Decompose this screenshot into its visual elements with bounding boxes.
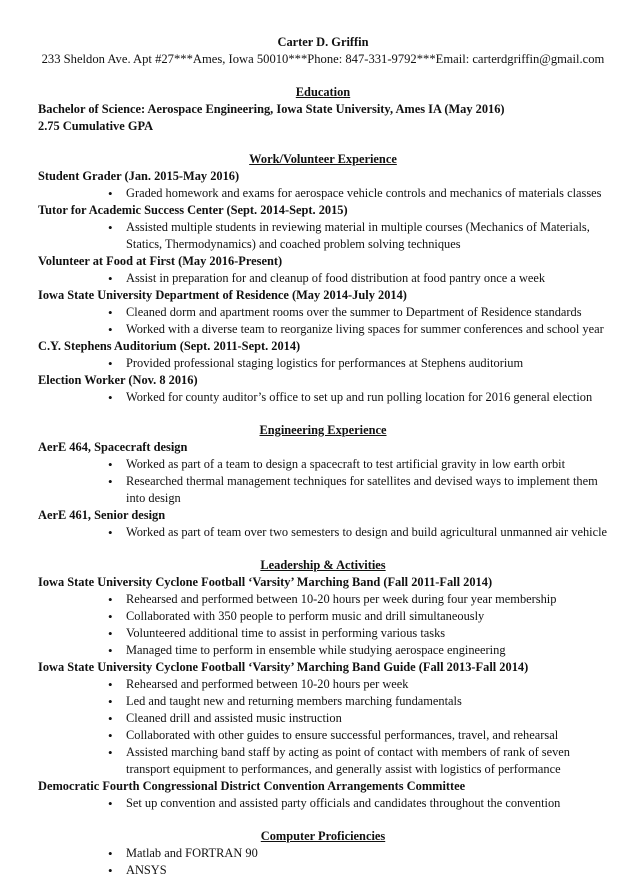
entry-title: Tutor for Academic Success Center (Sept. 2014-Sept. 2015) — [38, 203, 348, 217]
bullet-item: • Collaborated with other guides to ensure successful performances, travel, and rehearsal — [112, 727, 608, 744]
bullet-item: • Assisted multiple students in reviewing material in multiple courses (Mechanics of Materials, Statics, Thermodynamics) and coached problem solving techniques — [112, 219, 608, 253]
entry-bullet-list — [38, 676, 608, 778]
bullet-item: • Rehearsed and performed between 10-20 hours per week during four year membership — [112, 591, 608, 608]
bullet-item: • Cleaned dorm and apartment rooms over the summer to Department of Residence standards — [112, 304, 608, 321]
skill-item: • ANSYS — [112, 862, 608, 879]
bullet-item: • Assisted marching band staff by acting as point of contact with members of rank of seven transport equipment to performances, and generally assist with logistics of performance — [112, 744, 608, 778]
bullet-item: • Managed time to perform in ensemble while studying aerospace engineering — [112, 642, 608, 659]
bullet-item: • Rehearsed and performed between 10-20 hours per week — [112, 676, 608, 693]
skill-item: • Matlab and FORTRAN 90 — [112, 845, 608, 862]
bullet-item: • Worked with a diverse team to reorganize living spaces for summer conferences and school year — [112, 321, 608, 338]
applicant-name: Carter D. Griffin — [277, 35, 369, 49]
bullet-item: • Collaborated with 350 people to perform music and drill simultaneously — [112, 608, 608, 625]
bullet-item: • Worked for county auditor’s office to set up and run polling location for 2016 general election — [112, 389, 608, 406]
section-heading-work: Work/Volunteer Experience — [249, 152, 397, 166]
entry-title: Iowa State University Cyclone Football ‘Varsity’ Marching Band (Fall 2011-Fall 2014) — [38, 575, 493, 589]
bullet-item: • Worked as part of a team to design a spacecraft to test artificial gravity in low earth orbit — [112, 456, 608, 473]
entry-title: C.Y. Stephens Auditorium (Sept. 2011-Sept. 2014) — [38, 339, 301, 353]
entry-title: AerE 464, Spacecraft design — [38, 440, 188, 454]
bullet-item: • Led and taught new and returning members marching fundamentals — [112, 693, 608, 710]
entry-bullet-list — [38, 270, 608, 287]
section-heading-computer: Computer Proficiencies — [260, 829, 386, 843]
entry-title: Iowa State University Department of Residence (May 2014-July 2014) — [38, 288, 407, 302]
bullet-item: • Volunteered additional time to assist in performing various tasks — [112, 625, 608, 642]
entry-title: Election Worker (Nov. 8 2016) — [38, 373, 198, 387]
leadership-entries — [38, 574, 608, 812]
entry-title: Student Grader (Jan. 2015-May 2016) — [38, 169, 240, 183]
bullet-item: • Provided professional staging logistics for performances at Stephens auditorium — [112, 355, 608, 372]
bullet-item: • Graded homework and exams for aerospace vehicle controls and mechanics of materials classes — [112, 185, 608, 202]
entry-bullet-list — [38, 185, 608, 202]
entry-bullet-list — [38, 219, 608, 253]
contact-line: 233 Sheldon Ave. Apt #27***Ames, Iowa 50010***Phone: 847-331-9792***Email: carterdgriffin@gmail.com — [41, 52, 605, 66]
entry-bullet-list — [38, 591, 608, 659]
entry-title: Iowa State University Cyclone Football ‘Varsity’ Marching Band Guide (Fall 2013-Fall 2014) — [38, 660, 529, 674]
gpa-line: 2.75 Cumulative GPA — [38, 119, 154, 133]
engineering-entries — [38, 439, 608, 541]
bullet-item: • Worked as part of team over two semesters to design and build agricultural unmanned air vehicle — [112, 524, 608, 541]
entry-bullet-list — [38, 389, 608, 406]
bullet-item: • Assist in preparation for and cleanup of food distribution at food pantry once a week — [112, 270, 608, 287]
section-heading-leadership: Leadership & Activities — [260, 558, 386, 572]
bullet-item: • Researched thermal management techniques for satellites and devised ways to implement them into design — [112, 473, 608, 507]
entry-bullet-list — [38, 456, 608, 507]
entry-bullet-list — [38, 304, 608, 338]
entry-title: AerE 461, Senior design — [38, 508, 166, 522]
bullet-item: • Set up convention and assisted party officials and candidates throughout the convention — [112, 795, 608, 812]
degree-line: Bachelor of Science: Aerospace Engineering, Iowa State University, Ames IA (May 2016) — [38, 102, 505, 116]
work-entries — [38, 168, 608, 406]
entry-bullet-list — [38, 795, 608, 812]
entry-title: Democratic Fourth Congressional District Convention Arrangements Committee — [38, 779, 466, 793]
entry-bullet-list — [38, 355, 608, 372]
entry-bullet-list — [38, 524, 608, 541]
computer-skills-list — [38, 845, 608, 879]
section-heading-engineering: Engineering Experience — [259, 423, 387, 437]
bullet-item: • Cleaned drill and assisted music instruction — [112, 710, 608, 727]
section-heading-education: Education — [295, 85, 351, 99]
entry-title: Volunteer at Food at First (May 2016-Present) — [38, 254, 283, 268]
